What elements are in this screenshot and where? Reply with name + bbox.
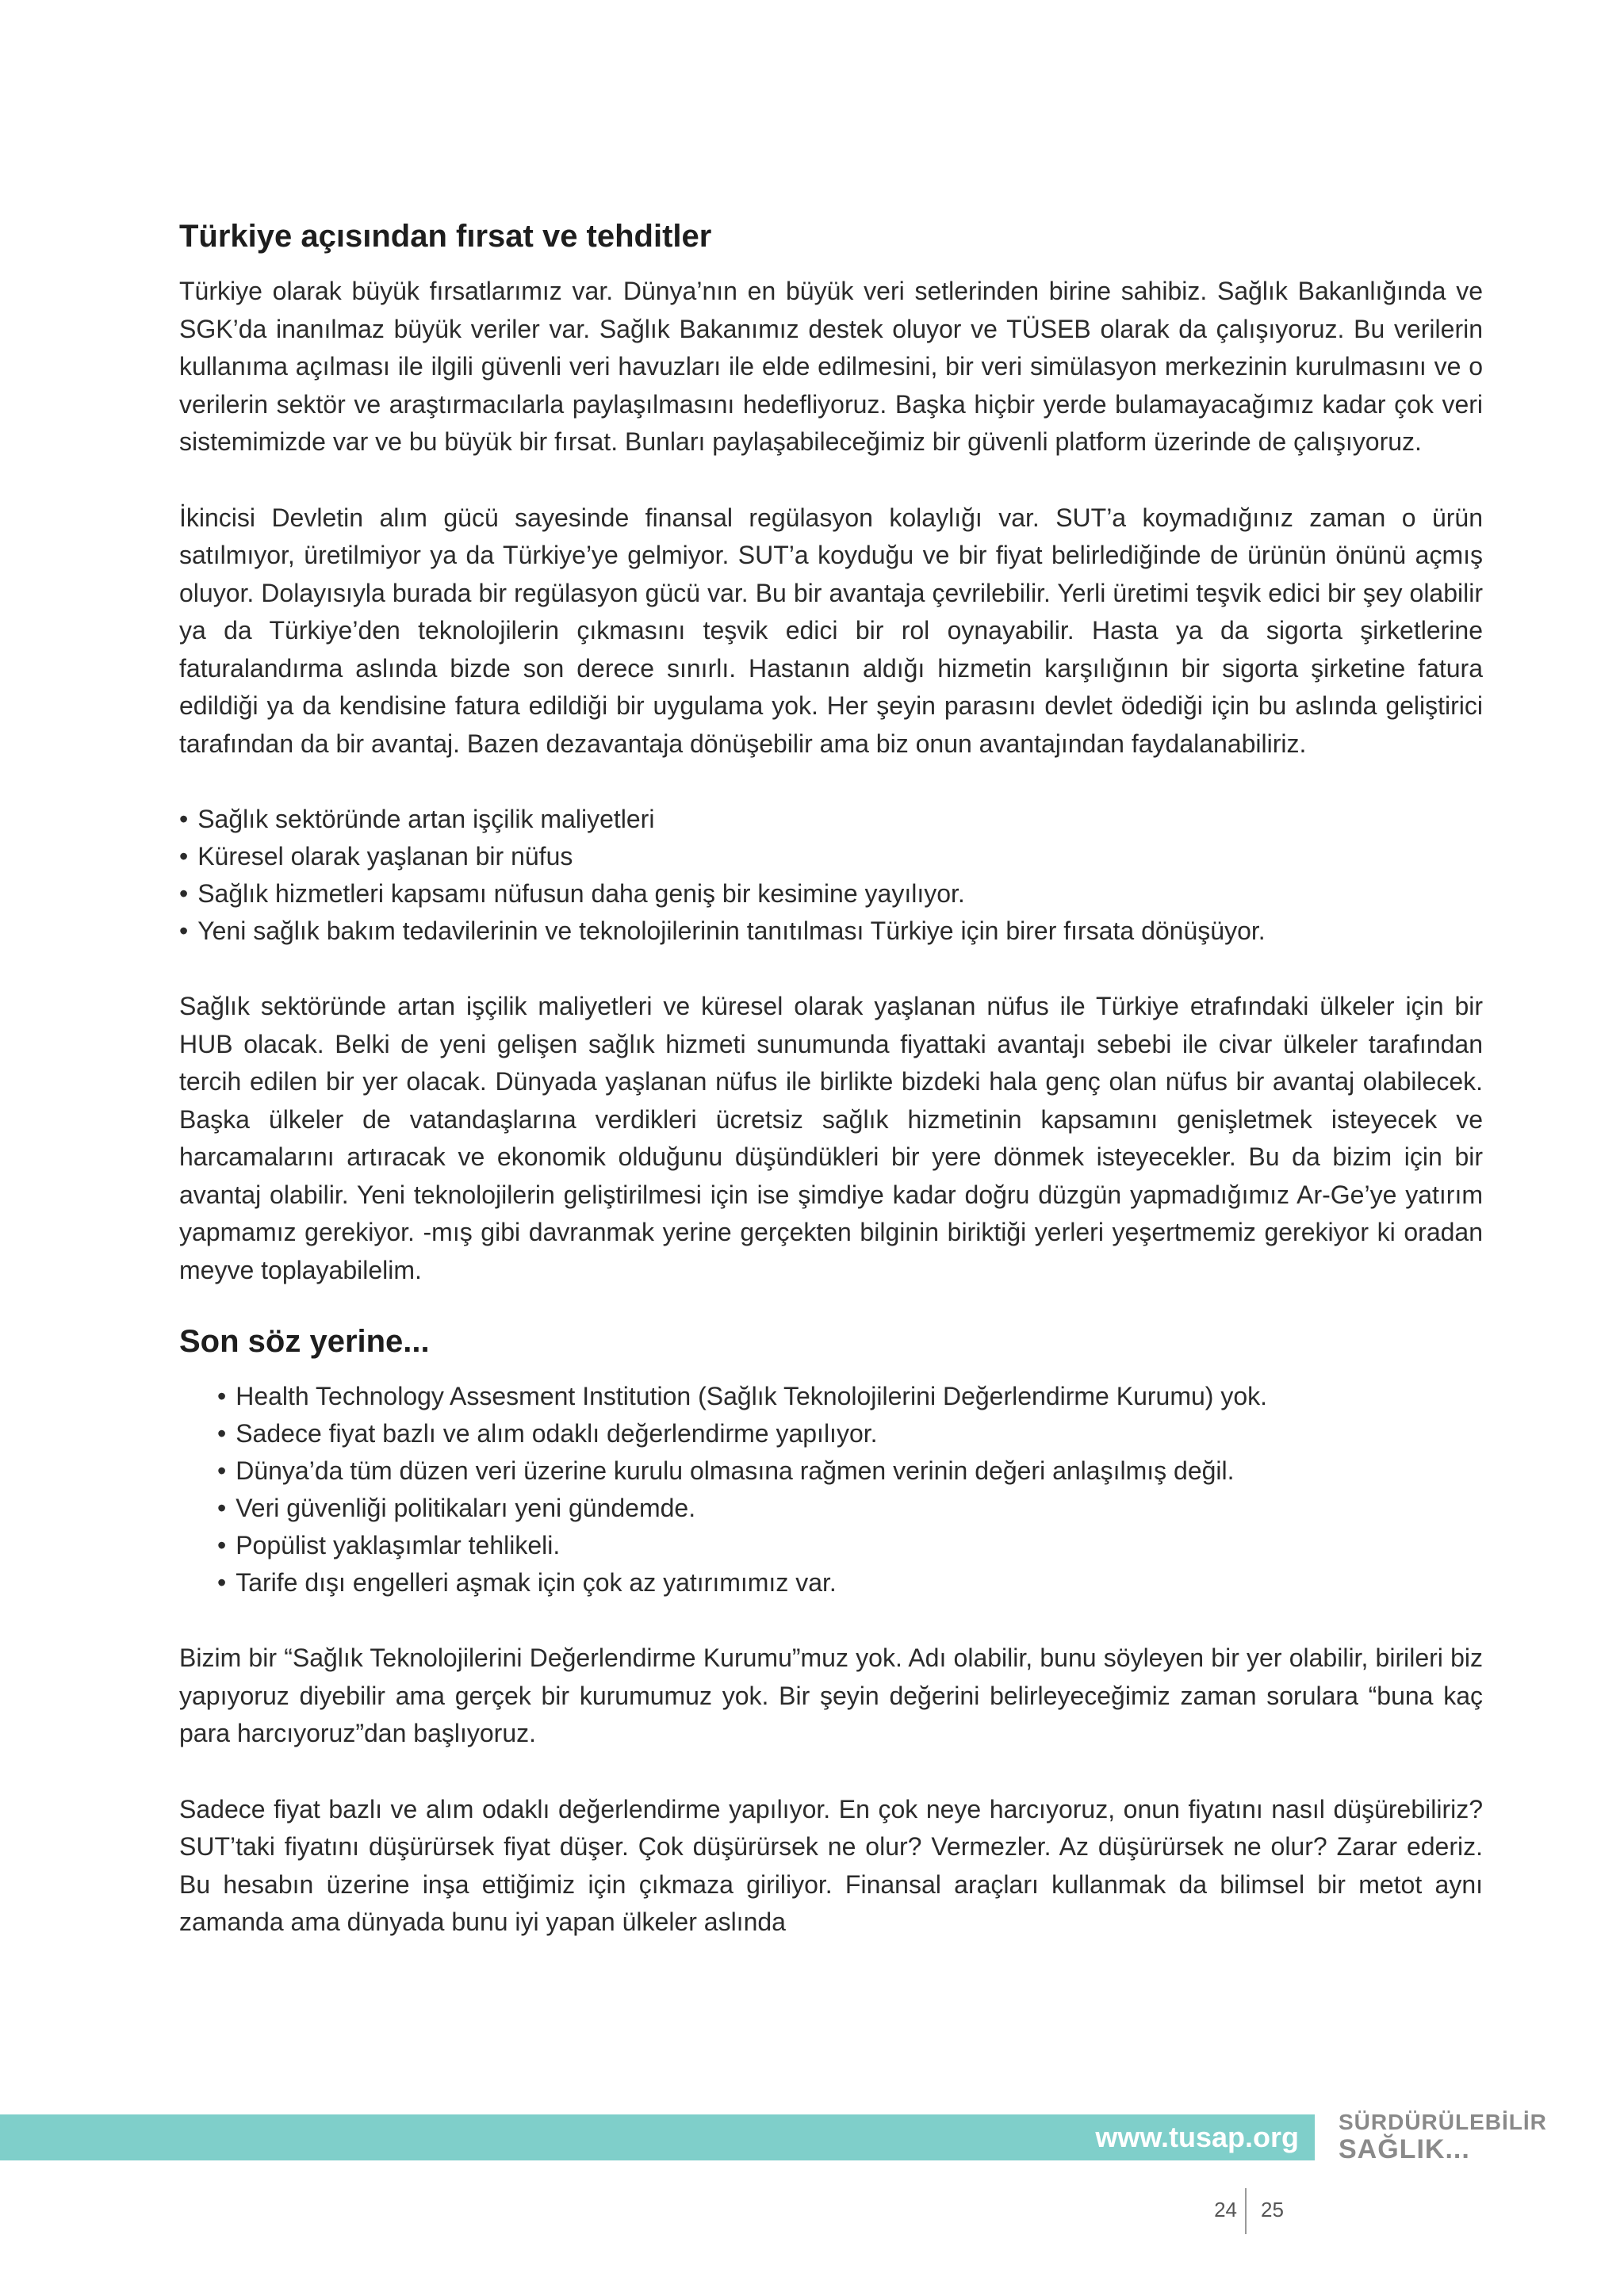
- paragraph: Sağlık sektöründe artan işçilik maliyetleri ve küresel olarak yaşlanan nüfus ile Türkiye etrafındaki ülkeler için bir HUB olacak. Belki de yeni gelişen sağlık hizmeti sunumunda fiyattaki avantajı sebebi ile civar ülkeler tarafından tercih edilen bir yer olacak. Dünyada yaşlanan nüfus ile birlikte bizdeki hala genç olan nüfus bir avantaj olabilecek. Başka ülkeler de vatandaşlarına verdikleri ücretsiz sağlık hizmetinin kapsamını genişletmek isteyecek ve harcamalarını artıracak ve ekonomik olduğunu düşündükleri bir yere dönmek isteyecekler. Bu da bizim için bir avantaj olabilir. Yeni teknolojilerin geliştirilmesi için ise şimdiye kadar doğru düzgün yapmadığımız Ar-Ge’ye yatırım yapmamız gerekiyor. -mış gibi davranmak yerine gerçekten bilginin biriktiği yerleri yeşertmemiz gerekiyor ki oradan meyve toplayabilelim.: [179, 992, 1483, 1284]
- list-item: • Küresel olarak yaşlanan bir nüfus: [179, 838, 1483, 875]
- list-item: • Sağlık sektöründe artan işçilik maliyetleri: [179, 801, 1483, 838]
- section-heading-closing: Son söz yerine...: [179, 1324, 430, 1359]
- page-content: [179, 212, 1483, 1942]
- brand-logo-text: [1339, 2109, 1592, 2163]
- page-number-right: 25: [1261, 2198, 1284, 2221]
- list-item: • Health Technology Assesment Institution (Sağlık Teknolojilerini Değerlendirme Kurumu) yok.: [217, 1378, 1483, 1415]
- page-numbers: [1174, 2188, 1332, 2234]
- website-link[interactable]: www.tusap.org: [1095, 2121, 1299, 2153]
- list-item: • Dünya’da tüm düzen veri üzerine kurulu olmasına rağmen verinin değeri anlaşılmış değil.: [217, 1452, 1483, 1490]
- paragraph: Türkiye olarak büyük fırsatlarımız var. Dünya’nın en büyük veri setlerinden birine sahibiz. Sağlık Bakanlığında ve SGK’da inanılmaz büyük veriler var. Sağlık Bakanımız destek oluyor ve TÜSEB olarak da çalışıyoruz. Bu verilerin kullanıma açılması ile ilgili güvenli veri havuzları ile elde edilmesini, bir veri simülasyon merkezinin kurulmasını ve o verilerin sektör ve araştırmacılarla paylaşılmasını hedefliyoruz. Başka hiçbir yerde bulamayacağımız kadar çok veri sistemimizde var ve bu büyük bir fırsat. Bunları paylaşabileceğimiz bir güvenli platform üzerinde de çalışıyoruz.: [179, 277, 1483, 456]
- page-number-divider: [1245, 2188, 1247, 2234]
- footer-band: [0, 2114, 1315, 2160]
- paragraph: Bizim bir “Sağlık Teknolojilerini Değerlendirme Kurumu”muz yok. Adı olabilir, bunu söyleyen bir yer olabilir, birileri biz yapıyoruz diyebilir ama gerçek bir kurumumuz yok. Bir şeyin değerini belirleyeceğimiz zaman sorulara “buna kaç para harcıyoruz”dan başlıyoruz.: [179, 1644, 1483, 1747]
- list-item: • Veri güvenliği politikaları yeni gündemde.: [217, 1490, 1483, 1527]
- list-item: • Sadece fiyat bazlı ve alım odaklı değerlendirme yapılıyor.: [217, 1415, 1483, 1452]
- list-item: • Tarife dışı engelleri aşmak için çok az yatırımımız var.: [217, 1564, 1483, 1601]
- bullet-list-closing: [179, 1378, 1483, 1601]
- paragraph: İkincisi Devletin alım gücü sayesinde finansal regülasyon kolaylığı var. SUT’a koymadığınız zaman o ürün satılmıyor, üretilmiyor ya da Türkiye’ye gelmiyor. SUT’a koyduğu ve bir fiyat belirlediğinde de ürünün önünü açmış oluyor. Dolayısıyla burada bir regülasyon gücü var. Bu bir avantaja çevrilebilir. Yerli üretimi teşvik edici bir şey olabilir ya da Türkiye’den teknolojilerin çıkmasını teşvik edici bir rol oynayabilir. Hasta ya da sigorta şirketlerine faturalandırma aslında bizde son derece sınırlı. Hastanın aldığı hizmetin karşılığının bir sigorta şirketine fatura edildiği ya da kendisine fatura edildiği bir uygulama yok. Her şeyin parasını devlet ödediği için bu aslında geliştirici tarafından da bir avantaj. Bazen dezavantaja dönüşebilir ama biz onun avantajından faydalanabiliriz.: [179, 503, 1483, 758]
- list-item: • Sağlık hizmetleri kapsamı nüfusun daha geniş bir kesimine yayılıyor.: [179, 875, 1483, 913]
- paragraph: Sadece fiyat bazlı ve alım odaklı değerlendirme yapılıyor. En çok neye harcıyoruz, onun fiyatını nasıl düşürebiliriz? SUT’taki fiyatını düşürürsek fiyat düşer. Çok düşürürsek ne olur? Vermezler. Az düşürürsek ne olur? Zarar ederiz. Bu hesabın üzerine inşa ettiğimiz için çıkmaza giriliyor. Finansal araçları kullanmak da bilimsel bir metot aynı zamanda ama dünyada bunu iyi yapan ülkeler aslında: [179, 1794, 1483, 1936]
- page-number-left: 24: [1214, 2198, 1237, 2221]
- list-item: • Yeni sağlık bakım tedavilerinin ve teknolojilerinin tanıtılması Türkiye için birer fırsata dönüşüyor.: [179, 913, 1483, 950]
- section-heading-opportunities: Türkiye açısından fırsat ve tehditler: [179, 219, 712, 254]
- brand-line-2: SAĞLIK...: [1339, 2134, 1470, 2164]
- bullet-list-opportunities: [179, 801, 1483, 950]
- brand-line-1: SÜRDÜRÜLEBİLİR: [1339, 2110, 1547, 2134]
- list-item: • Popülist yaklaşımlar tehlikeli.: [217, 1527, 1483, 1564]
